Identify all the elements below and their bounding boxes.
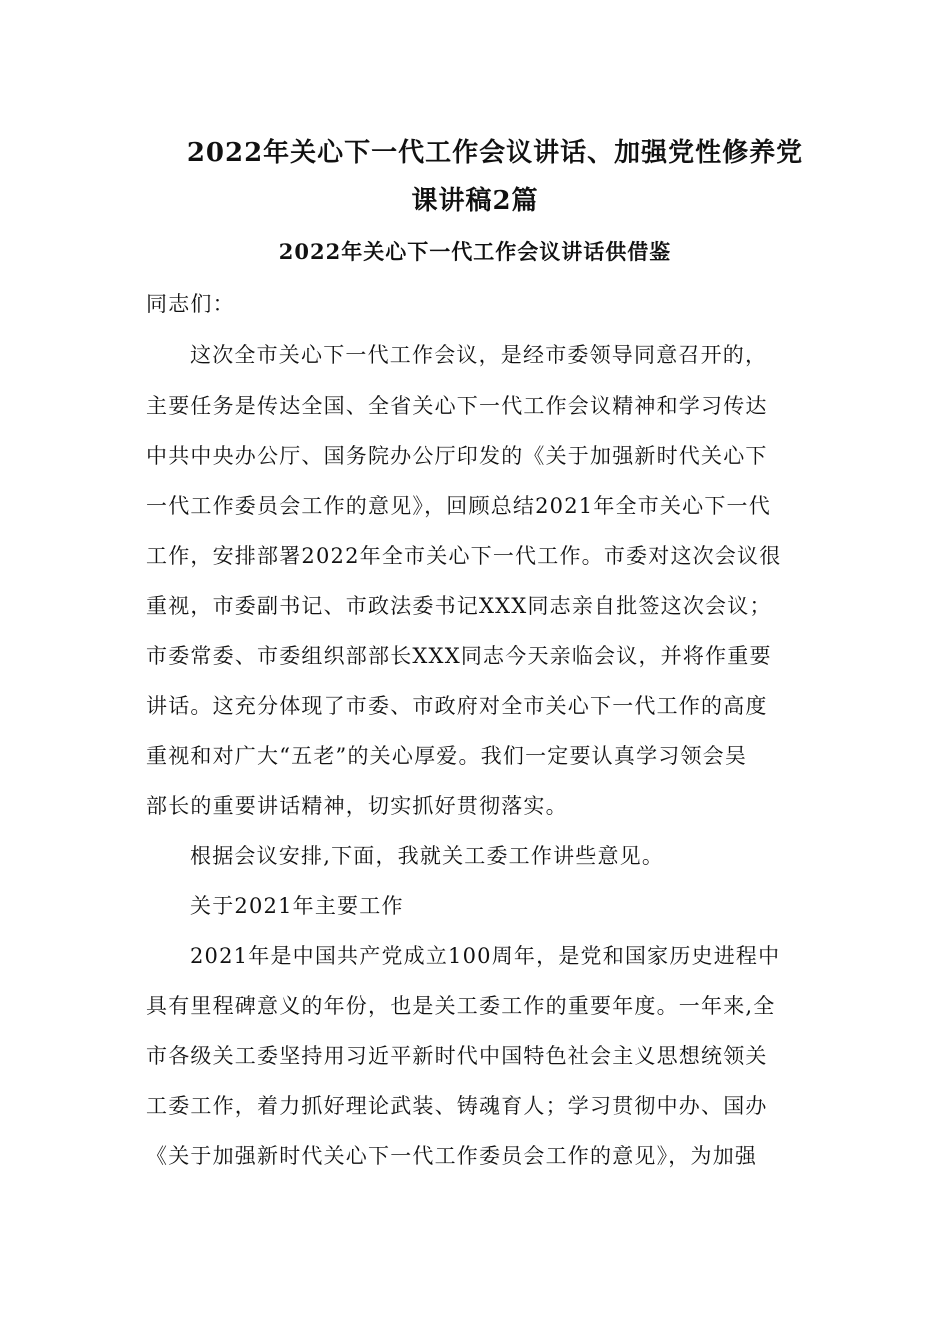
paragraph-line: 具有里程碑意义的年份，也是关工委工作的重要年度。一年来,全 [146, 994, 776, 1018]
paragraph-line: 工委工作，着力抓好理论武装、铸魂育人；学习贯彻中办、国办 [146, 1094, 768, 1118]
paragraph-line: 中共中央办公厅、国务院办公厅印发的《关于加强新时代关心下 [146, 444, 768, 468]
document-title-line-1: 2022年关心下一代工作会议讲话、加强党性修养党 [186, 138, 804, 168]
document-title-line-2: 课讲稿2篇 [411, 186, 539, 216]
paragraph-line: 重视和对广大“五老”的关心厚爱。我们一定要认真学习领会吴 [146, 744, 748, 768]
paragraph-line: 讲话。这充分体现了市委、市政府对全市关心下一代工作的高度 [146, 694, 768, 718]
document-subtitle: 2022年关心下一代工作会议讲话供借鉴 [278, 239, 672, 264]
paragraph-line: 主要任务是传达全国、全省关心下一代工作会议精神和学习传达 [146, 394, 768, 418]
paragraph-line: 《关于加强新时代关心下一代工作委员会工作的意见》，为加强 [146, 1144, 758, 1168]
paragraph-line: 部长的重要讲话精神，切实抓好贯彻落实。 [146, 794, 568, 818]
paragraph-line: 一代工作委员会工作的意见》，回顾总结2021年全市关心下一代 [146, 494, 771, 518]
paragraph-line: 重视，市委副书记、市政法委书记XXX同志亲自批签这次会议； [146, 594, 772, 618]
paragraph-line: 2021年是中国共产党成立100周年，是党和国家历史进程中 [190, 944, 781, 968]
section-heading: 关于2021年主要工作 [190, 894, 404, 918]
paragraph-line: 这次全市关心下一代工作会议，是经市委领导同意召开的， [190, 343, 768, 367]
paragraph-line: 根据会议安排,下面，我就关工委工作讲些意见。 [190, 844, 665, 868]
paragraph-line: 市委常委、市委组织部部长XXX同志今天亲临会议，并将作重要 [146, 644, 772, 668]
salutation: 同志们： [146, 292, 235, 316]
paragraph-line: 市各级关工委坚持用习近平新时代中国特色社会主义思想统领关 [146, 1044, 768, 1068]
paragraph-line: 工作，安排部署2022年全市关心下一代工作。市委对这次会议很 [146, 544, 782, 568]
